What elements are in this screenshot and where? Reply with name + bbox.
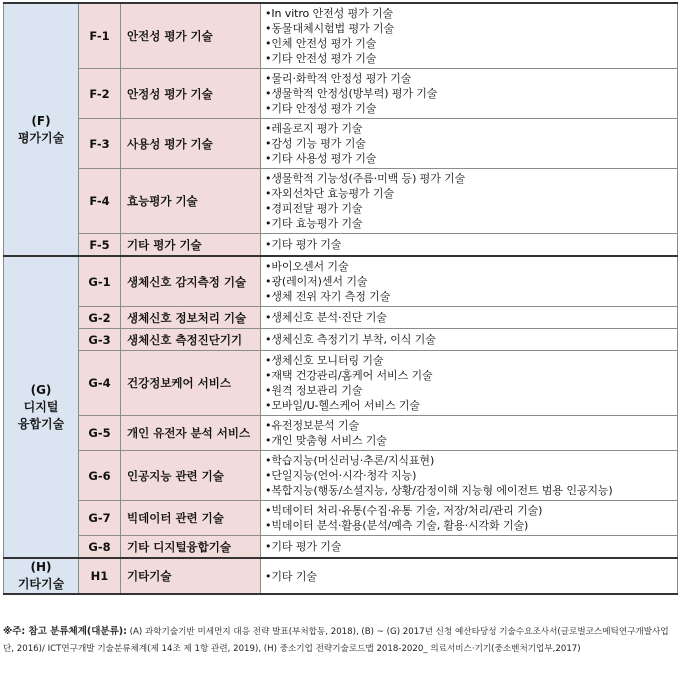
table-row [4, 69, 678, 119]
detail-item: •기타 효능평가 기술 [265, 217, 363, 230]
code-cell: F-2 [79, 69, 121, 119]
category-label-line: 디지털 [23, 399, 59, 414]
detail-item: •단일지능(언어·시각·청각 지능) [265, 469, 417, 482]
detail-item: •생체신호 모니터링 기술 [265, 354, 384, 367]
code-cell: G-1 [79, 256, 121, 307]
footnote-label: ※주: 참고 분류체계(대분류): [3, 626, 127, 637]
name-cell: 효능평가 기술 [121, 169, 261, 234]
detail-item: •기타 안정성 평가 기술 [265, 102, 377, 115]
code-cell: G-3 [79, 329, 121, 351]
code-cell: F-3 [79, 119, 121, 169]
detail-item: •유전정보분석 기술 [265, 419, 359, 432]
detail-item: •기타 평가 기술 [265, 540, 342, 553]
code-cell: G-6 [79, 451, 121, 501]
detail-item: •생체신호 측정기기 부착, 이식 기술 [265, 333, 436, 346]
detail-item: •복합지능(행동/소셜지능, 상황/감정이해 지능형 에이전트 범용 인공지능) [265, 484, 613, 497]
details-cell [261, 119, 678, 169]
name-cell: 기타 평가 기술 [121, 234, 261, 257]
detail-item: •기타 기술 [265, 569, 317, 583]
detail-item: •경피전달 평가 기술 [265, 202, 363, 215]
name-cell: 사용성 평가 기술 [121, 119, 261, 169]
name-cell: 건강정보케어 서비스 [121, 351, 261, 416]
table-row [4, 169, 678, 234]
details-cell [261, 256, 678, 307]
detail-item: •원격 정보관리 기술 [265, 384, 363, 397]
detail-item: •재택 건강관리/홈케어 서비스 기술 [265, 369, 433, 382]
detail-item: •기타 안전성 평가 기술 [265, 52, 377, 65]
detail-item: •모바일/U-헬스케어 서비스 기술 [265, 399, 420, 412]
footnote [3, 624, 677, 657]
category-cell [4, 256, 79, 558]
detail-item: •동물대체시험법 평가 기술 [265, 22, 394, 35]
table-row [4, 256, 678, 307]
code-cell: G-8 [79, 536, 121, 559]
detail-item: •빅데이터 처리·유통(수집·유통 기술, 저장/처리/관리 기술) [265, 504, 543, 517]
name-cell: 인공지능 관련 기술 [121, 451, 261, 501]
code-cell: G-5 [79, 416, 121, 451]
name-cell: 개인 유전자 분석 서비스 [121, 416, 261, 451]
detail-item: •자외선차단 효능평가 기술 [265, 187, 394, 200]
classification-table [3, 2, 678, 595]
category-cell [4, 558, 79, 594]
table-row [4, 234, 678, 257]
category-label-line: (F) [31, 113, 51, 128]
category-cell [4, 3, 79, 256]
table-row [4, 501, 678, 536]
details-cell [261, 351, 678, 416]
details-cell [261, 451, 678, 501]
code-cell: G-2 [79, 307, 121, 329]
detail-item: •감성 기능 평가 기술 [265, 137, 366, 150]
details-cell [261, 329, 678, 351]
detail-item: •기타 사용성 평가 기술 [265, 152, 377, 165]
name-cell: 빅데이터 관련 기술 [121, 501, 261, 536]
table-row [4, 119, 678, 169]
name-cell: 기타 디지털융합기술 [121, 536, 261, 559]
detail-item: •생물학적 기능성(주름·미백 등) 평가 기술 [265, 172, 466, 185]
detail-item: •광(레이저)센서 기술 [265, 275, 368, 288]
name-cell: 기타기술 [121, 558, 261, 594]
category-label-line: 평가기술 [17, 130, 65, 145]
table-row [4, 558, 678, 594]
code-cell: F-5 [79, 234, 121, 257]
detail-item: •빅데이터 분석·활용(분석/예측 기술, 활용·시각화 기술) [265, 519, 529, 532]
name-cell: 안전성 평가 기술 [121, 3, 261, 69]
details-cell [261, 501, 678, 536]
details-cell [261, 307, 678, 329]
code-cell: G-4 [79, 351, 121, 416]
table-row [4, 329, 678, 351]
category-label-line: (G) [30, 382, 52, 397]
category-label-line: (H) [30, 560, 52, 574]
details-cell [261, 169, 678, 234]
detail-item: •생체 전위 자기 측정 기술 [265, 290, 391, 303]
table-row [4, 416, 678, 451]
code-cell: H1 [79, 558, 121, 594]
footnote-text: (A) 과학기술기반 미세먼지 대응 전략 발표(부처합동, 2018), (B) ~ (G) 2017년 신청 예산타당성 기술수요조사서(글로벌코스메틱연구개발사업단, 2016)/ ICT연구개발 기술분류체계(제 14조 제 1항 관련, 2019), (H) 중소기업 전략기술로드맵 2018-2020_ 의료서비스·기기(중소벤처기업부,2017) [3, 627, 669, 654]
detail-item: •In vitro 안전성 평가 기술 [265, 7, 394, 20]
detail-item: •물리·화학적 안정성 평가 기술 [265, 72, 412, 85]
code-cell: F-4 [79, 169, 121, 234]
detail-item: •생체신호 분석·진단 기술 [265, 311, 387, 324]
table-row [4, 3, 678, 69]
details-cell [261, 234, 678, 257]
details-cell [261, 536, 678, 559]
name-cell: 안정성 평가 기술 [121, 69, 261, 119]
code-cell: F-1 [79, 3, 121, 69]
details-cell [261, 69, 678, 119]
detail-item: •학습지능(머신러닝·추론/지식표현) [265, 454, 435, 467]
details-cell [261, 416, 678, 451]
table-row [4, 451, 678, 501]
detail-item: •생물학적 안정성(방부력) 평가 기술 [265, 87, 438, 100]
detail-item: •바이오센서 기술 [265, 260, 349, 273]
code-cell: G-7 [79, 501, 121, 536]
details-cell [261, 558, 678, 594]
detail-item: •인체 안전성 평가 기술 [265, 37, 377, 50]
category-label-line: 융합기술 [17, 416, 65, 431]
detail-item: •개인 맞춤형 서비스 기술 [265, 434, 387, 447]
table-row [4, 536, 678, 559]
table-row [4, 307, 678, 329]
name-cell: 생체신호 측정진단기기 [121, 329, 261, 351]
details-cell [261, 3, 678, 69]
detail-item: •레올로지 평가 기술 [265, 122, 363, 135]
category-label-line: 기타기술 [17, 577, 65, 591]
table-row [4, 351, 678, 416]
detail-item: •기타 평가 기술 [265, 238, 342, 251]
name-cell: 생체신호 정보처리 기술 [121, 307, 261, 329]
name-cell: 생체신호 감지측정 기술 [121, 256, 261, 307]
